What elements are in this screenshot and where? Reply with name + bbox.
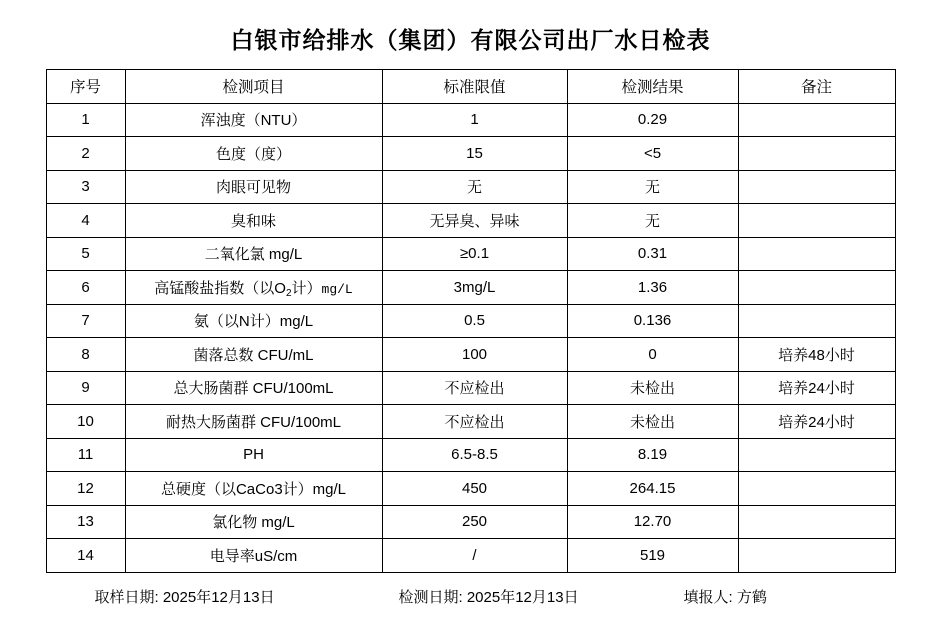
cell-result: 264.15 xyxy=(567,472,738,506)
test-date xyxy=(399,586,579,607)
cell-result: 0.136 xyxy=(567,304,738,338)
water-quality-table xyxy=(46,69,896,573)
table-row xyxy=(46,304,895,338)
cell-no: 3 xyxy=(46,170,125,204)
cell-note xyxy=(738,170,895,204)
header-limit: 标准限值 xyxy=(382,70,567,104)
cell-no: 6 xyxy=(46,271,125,305)
header-item: 检测项目 xyxy=(125,70,382,104)
cell-item: 臭和味 xyxy=(125,204,382,238)
cell-note xyxy=(738,539,895,573)
table-body xyxy=(46,103,895,572)
cell-item: 总硬度（以CaCo3计）mg/L xyxy=(125,472,382,506)
cell-result: 519 xyxy=(567,539,738,573)
cell-result: 0.29 xyxy=(567,103,738,137)
sample-date-label: 取样日期: xyxy=(94,588,159,606)
cell-limit: 3mg/L xyxy=(382,271,567,305)
cell-note xyxy=(738,438,895,472)
cell-result: 8.19 xyxy=(567,438,738,472)
sample-date xyxy=(95,586,275,607)
table-row xyxy=(46,204,895,238)
header-note: 备注 xyxy=(738,70,895,104)
cell-no: 13 xyxy=(46,505,125,539)
table-row xyxy=(46,237,895,271)
cell-limit: / xyxy=(382,539,567,573)
cell-item: 浑浊度（NTU） xyxy=(125,103,382,137)
table-row xyxy=(46,472,895,506)
footer xyxy=(59,586,883,610)
cell-note: 培养24小时 xyxy=(738,371,895,405)
header-no: 序号 xyxy=(46,70,125,104)
table-row xyxy=(46,338,895,372)
test-date-label: 检测日期: xyxy=(398,588,463,606)
cell-note xyxy=(738,472,895,506)
cell-no: 4 xyxy=(46,204,125,238)
cell-result: <5 xyxy=(567,137,738,171)
sample-date-value: 2025年12月13日 xyxy=(162,588,275,606)
cell-note xyxy=(738,505,895,539)
filler-label: 填报人: xyxy=(683,588,733,606)
cell-no: 1 xyxy=(46,103,125,137)
cell-no: 12 xyxy=(46,472,125,506)
cell-item: 肉眼可见物 xyxy=(125,170,382,204)
cell-limit: 6.5-8.5 xyxy=(382,438,567,472)
cell-no: 8 xyxy=(46,338,125,372)
cell-result: 0.31 xyxy=(567,237,738,271)
table-row xyxy=(46,505,895,539)
cell-item: 耐热大肠菌群 CFU/100mL xyxy=(125,405,382,439)
cell-no: 5 xyxy=(46,237,125,271)
cell-item: 色度（度） xyxy=(125,137,382,171)
table-header xyxy=(46,70,895,104)
filler-value: 方鹤 xyxy=(736,588,767,606)
cell-item: 电导率uS/cm xyxy=(125,539,382,573)
cell-item: 菌落总数 CFU/mL xyxy=(125,338,382,372)
cell-limit: 无 xyxy=(382,170,567,204)
cell-note: 培养24小时 xyxy=(738,405,895,439)
cell-no: 14 xyxy=(46,539,125,573)
cell-limit: ≥0.1 xyxy=(382,237,567,271)
cell-item: 高锰酸盐指数（以$O_2$计）mg/L xyxy=(125,271,382,305)
cell-item: 二氧化氯 mg/L xyxy=(125,237,382,271)
table-header-row xyxy=(46,70,895,104)
cell-limit: 450 xyxy=(382,472,567,506)
cell-limit: 100 xyxy=(382,338,567,372)
cell-result: 0 xyxy=(567,338,738,372)
cell-note xyxy=(738,237,895,271)
cell-note xyxy=(738,103,895,137)
table-row xyxy=(46,103,895,137)
cell-limit: 不应检出 xyxy=(382,405,567,439)
cell-no: 2 xyxy=(46,137,125,171)
cell-note xyxy=(738,271,895,305)
cell-result: 无 xyxy=(567,204,738,238)
table-row xyxy=(46,438,895,472)
table-row xyxy=(46,137,895,171)
cell-result: 未检出 xyxy=(567,371,738,405)
cell-item: 总大肠菌群 CFU/100mL xyxy=(125,371,382,405)
page-title: 白银市给排水（集团）有限公司出厂水日检表 xyxy=(230,27,711,53)
cell-limit: 1 xyxy=(382,103,567,137)
cell-note: 培养48小时 xyxy=(738,338,895,372)
test-date-value: 2025年12月13日 xyxy=(466,588,579,606)
cell-limit: 0.5 xyxy=(382,304,567,338)
cell-item: 氨（以N计）mg/L xyxy=(125,304,382,338)
table-row xyxy=(46,271,895,305)
table-row xyxy=(46,405,895,439)
cell-item: 氯化物 mg/L xyxy=(125,505,382,539)
header-result: 检测结果 xyxy=(567,70,738,104)
cell-limit: 不应检出 xyxy=(382,371,567,405)
cell-limit: 15 xyxy=(382,137,567,171)
cell-no: 10 xyxy=(46,405,125,439)
table-row xyxy=(46,170,895,204)
cell-no: 9 xyxy=(46,371,125,405)
cell-item: PH xyxy=(125,438,382,472)
cell-note xyxy=(738,137,895,171)
table-row xyxy=(46,371,895,405)
cell-result: 未检出 xyxy=(567,405,738,439)
cell-note xyxy=(738,304,895,338)
cell-result: 12.70 xyxy=(567,505,738,539)
cell-result: 1.36 xyxy=(567,271,738,305)
cell-limit: 无异臭、异味 xyxy=(382,204,567,238)
cell-result: 无 xyxy=(567,170,738,204)
filler xyxy=(684,586,767,607)
cell-note xyxy=(738,204,895,238)
table-row xyxy=(46,539,895,573)
cell-no: 7 xyxy=(46,304,125,338)
cell-limit: 250 xyxy=(382,505,567,539)
cell-no: 11 xyxy=(46,438,125,472)
